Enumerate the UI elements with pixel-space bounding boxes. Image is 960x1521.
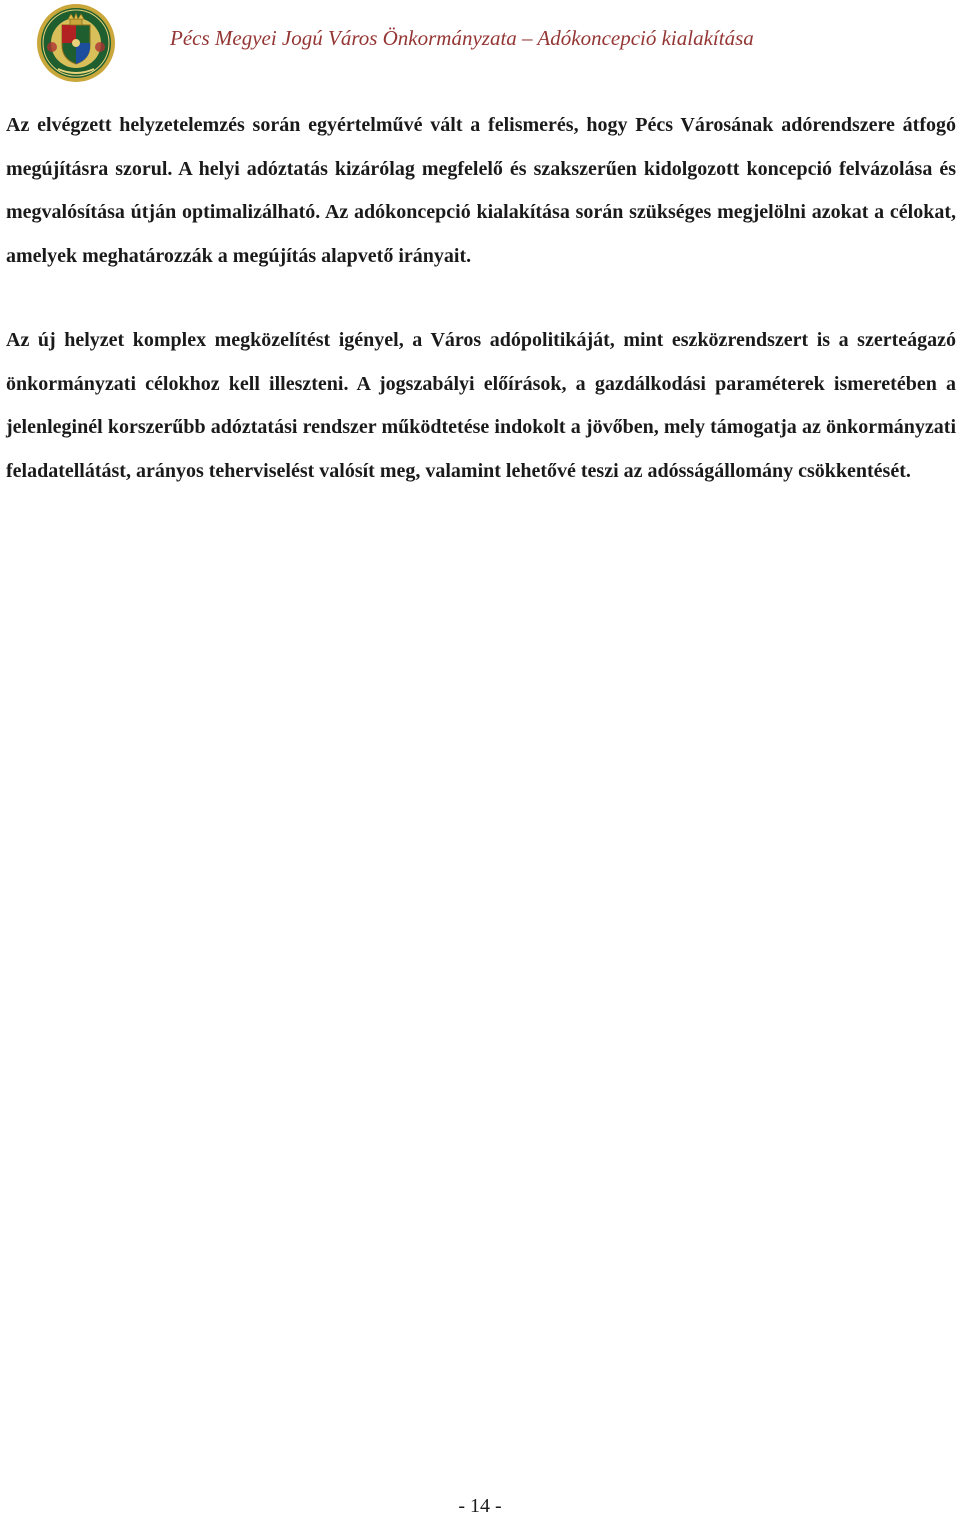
paragraph-1: Az elvégzett helyzetelemzés során egyértelművé vált a felismerés, hogy Pécs Városának adórendszere átfogó megújításra szorul. A helyi adóztatás kizárólag megfelelő és szakszerűen kidolgozott koncepció felvázolása és megvalósítása útján optimalizálható. Az adókoncepció kialakítása során szükséges megjelölni azokat a célokat, amelyek meghatározzák a megújítás alapvető irányait. bbox=[6, 114, 956, 267]
header-title: Pécs Megyei Jogú Város Önkormányzata – Adókoncepció kialakítása bbox=[170, 26, 754, 50]
document-body bbox=[6, 104, 956, 534]
page-number: - 14 - bbox=[458, 1495, 502, 1517]
paragraph-2: Az új helyzet komplex megközelítést igényel, a Város adópolitikáját, mint eszközrendszert is a szerteágazó önkormányzati célokhoz kell illeszteni. A jogszabályi előírások, a gazdálkodási paraméterek ismeretében a jelenleginél korszerűbb adóztatási rendszer működtetése indokolt a jövőben, mely támogatja az önkormányzati feladatellátást, arányos teherviselést valósít meg, valamint lehetővé teszi az adósságállomány csökkentését. bbox=[6, 329, 956, 482]
coat-of-arms-logo bbox=[36, 3, 116, 83]
page-header bbox=[0, 0, 960, 86]
